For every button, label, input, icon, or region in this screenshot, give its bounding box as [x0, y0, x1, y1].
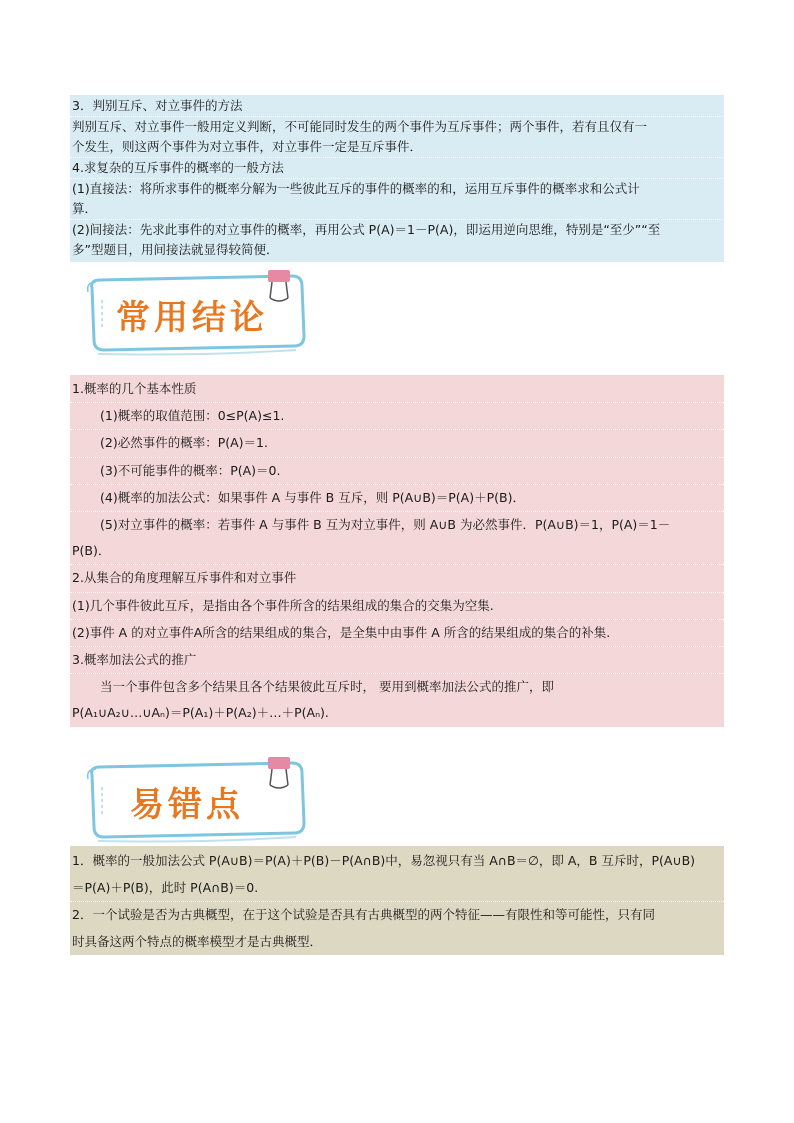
banner-common-conclusions — [82, 270, 318, 360]
methods-text-line: 判别互斥、对立事件一般用定义判断，不可能同时发生的两个事件为互斥事件；两个事件，若有且仅有一 — [72, 119, 648, 134]
methods-text-line: 多”型题目，用间接法就显得较简便． — [72, 242, 279, 257]
methods-heading-4: 4.求复杂的互斥事件的概率的一般方法 — [70, 158, 724, 179]
conclusions-item: (1)几个事件彼此互斥，是指由各个事件所含的结果组成的集合的交集为空集. — [70, 593, 724, 620]
methods-heading-3: 3．判别互斥、对立事件的方法 — [70, 96, 724, 117]
errors-item-1-cont: ＝P(A)＋P(B)，此时 P(A∩B)＝0. — [70, 875, 724, 903]
errors-item-2: 2．一个试验是否为古典概型，在于这个试验是否具有古典概型的两个特征——有限性和等可能性，只有同 — [72, 907, 655, 922]
methods-text-line: 算． — [70, 199, 724, 220]
methods-text-line: 个发生，则这两个事件为对立事件，对立事件一定是互斥事件． — [70, 137, 724, 158]
conclusions-item: (5)对立事件的概率：若事件 A 与事件 B 互为对立事件，则 A∪B 为必然事件．P(A∪B)＝1，P(A)＝1－ — [100, 517, 671, 533]
methods-text-line: (2)间接法：先求此事件的对立事件的概率，再用公式 P(A)＝1－P(A)，即运用逆向思维，特别是“至少”“至 — [72, 222, 661, 237]
errors-section — [70, 846, 724, 955]
conclusions-item: 当一个事件包含多个结果且各个结果彼此互斥时， 要用到概率加法公式的推广，即 — [100, 679, 554, 695]
conclusions-item: (2)必然事件的概率：P(A)＝1. — [70, 430, 724, 457]
banner-title: 易错点 — [130, 785, 244, 825]
conclusions-item: (3)不可能事件的概率：P(A)＝0. — [70, 458, 724, 485]
conclusions-heading-1: 1.概率的几个基本性质 — [70, 376, 724, 403]
methods-section — [70, 95, 724, 262]
methods-text-line: (1)直接法：将所求事件的概率分解为一些彼此互斥的事件的概率的和，运用互斥事件的概率求和公式计 — [72, 181, 640, 196]
conclusions-section — [70, 375, 724, 727]
banner-common-errors — [82, 757, 318, 847]
conclusions-formula: P(A₁∪A₂∪…∪Aₙ)＝P(A₁)＋P(A₂)＋…＋P(Aₙ). — [72, 705, 329, 721]
errors-item-2-cont: 时具备这两个特点的概率模型才是古典概型． — [72, 933, 323, 949]
conclusions-item: (2)事件 A 的对立事件A所含的结果组成的集合，是全集中由事件 A 所含的结果组成的集合的补集. — [70, 620, 724, 647]
conclusions-heading-2: 2.从集合的角度理解互斥事件和对立事件 — [70, 565, 724, 592]
conclusions-heading-3: 3.概率加法公式的推广 — [70, 647, 724, 674]
conclusions-item-cont: P(B)． — [70, 538, 724, 565]
conclusions-item: (1)概率的取值范围：0≤P(A)≤1. — [70, 403, 724, 430]
errors-item-1: 1．概率的一般加法公式 P(A∪B)＝P(A)＋P(B)－P(A∩B)中，易忽视只有当 A∩B＝∅，即 A，B 互斥时，P(A∪B) — [72, 853, 696, 868]
conclusions-item: (4)概率的加法公式：如果事件 A 与事件 B 互斥，则 P(A∪B)＝P(A)＋P(B)． — [70, 485, 724, 512]
banner-title: 常用结论 — [116, 298, 268, 338]
